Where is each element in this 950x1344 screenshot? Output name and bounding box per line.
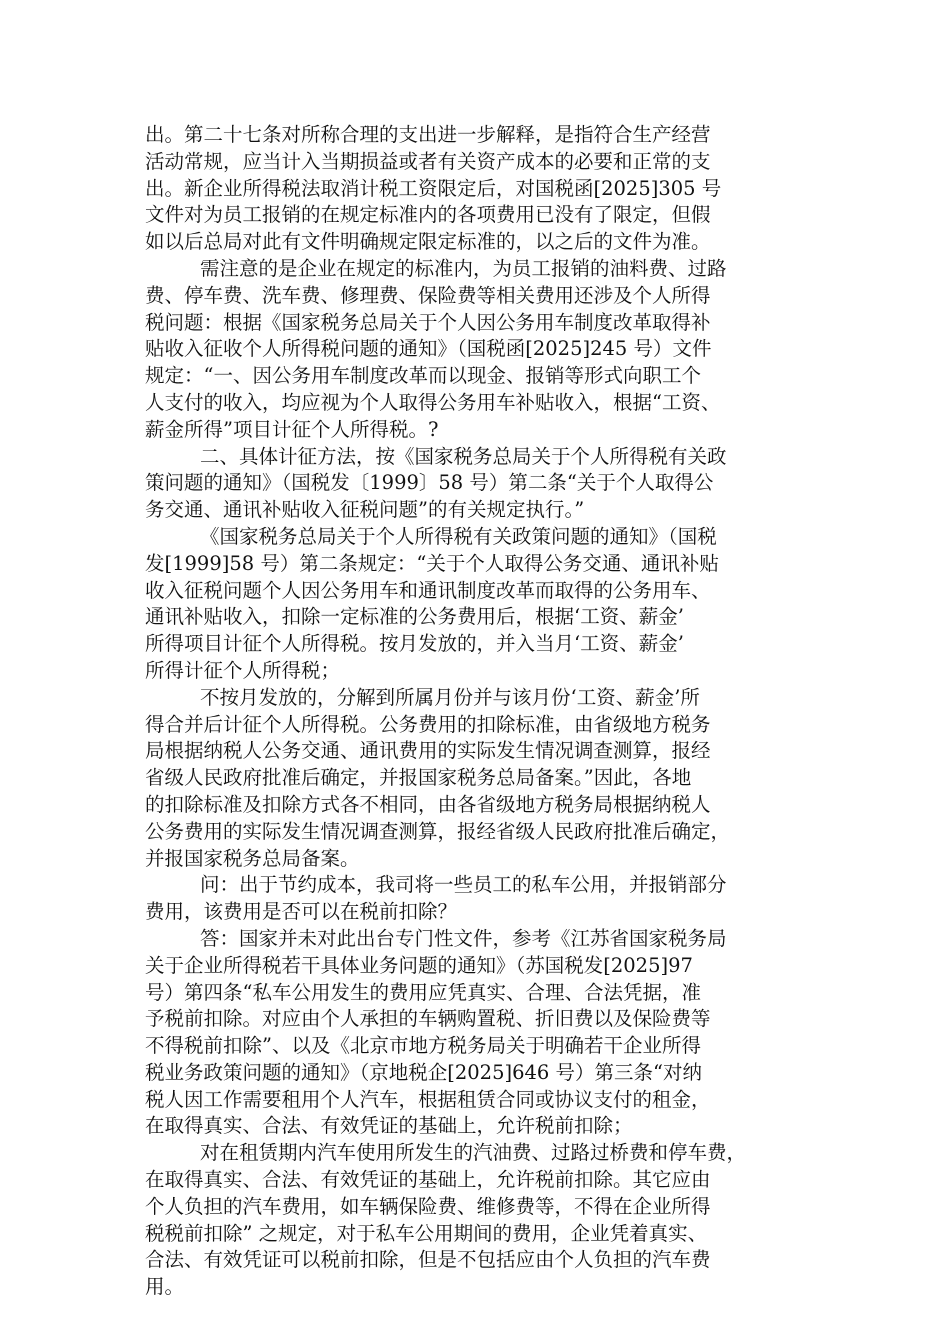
text-line: 出。新企业所得税法取消计税工资限定后，对国税函[2025]305 号 xyxy=(145,176,722,200)
text-line: 税税前扣除” 之规定，对于私车公用期间的费用，企业凭着真实、 xyxy=(145,1221,708,1245)
text-line: 费用，该费用是否可以在税前扣除？ xyxy=(145,900,458,924)
text-line: 对在租赁期内汽车使用所发生的汽油费、过路过桥费和停车费， xyxy=(200,1141,747,1165)
text-line: 所得计征个人所得税； xyxy=(145,658,341,682)
text-line: 并报国家税务总局备案。 xyxy=(145,846,360,870)
text-line: 需注意的是企业在规定的标准内，为员工报销的油料费、过路 xyxy=(200,256,727,280)
text-line: 出。第二十七条对所称合理的支出进一步解释，是指符合生产经营 xyxy=(145,123,711,146)
text-line: 贴收入征收个人所得税问题的通知》（国税函[2025]245 号）文件 xyxy=(145,337,712,361)
text-line: 费、停车费、洗车费、修理费、保险费等相关费用还涉及个人所得 xyxy=(145,283,711,307)
text-line: 不按月发放的，分解到所属月份并与该月份‘工资、薪金’所 xyxy=(200,685,700,709)
text-line: 的扣除标准及扣除方式各不相同，由各省级地方税务局根据纳税人 xyxy=(145,792,711,816)
paragraph xyxy=(145,256,825,444)
text-line: 答：国家并未对此出台专门性文件，参考《江苏省国家税务局 xyxy=(200,926,727,950)
text-line: 个人负担的汽车费用，如车辆保险费、维修费等，不得在企业所得 xyxy=(145,1194,711,1218)
text-line: 策问题的通知》（国税发〔1999〕58 号）第二条“关于个人取得公 xyxy=(145,471,714,495)
text-line: 薪金所得”项目计征个人所得税。? xyxy=(145,417,439,441)
paragraph xyxy=(145,926,825,1140)
text-line: 税业务政策问题的通知》（京地税企[2025]646 号）第三条“对纳 xyxy=(145,1060,702,1084)
paragraph xyxy=(145,872,825,926)
text-line: 问：出于节约成本，我司将一些员工的私车公用，并报销部分 xyxy=(200,873,727,897)
text-line: 关于企业所得税若干具体业务问题的通知》（苏国税发[2025]97 xyxy=(145,953,693,977)
paragraph xyxy=(145,444,825,524)
text-line: 活动常规，应当计入当期损益或者有关资产成本的必要和正常的支 xyxy=(145,149,711,173)
document-body xyxy=(145,122,825,1301)
text-line: 所得项目计征个人所得税。按月发放的，并入当月‘工资、薪金’ xyxy=(145,632,684,656)
text-line: 号）第四条“私车公用发生的费用应凭真实、合理、合法凭据，准 xyxy=(145,980,701,1004)
text-line: 收入征税问题个人因公务用车和通讯制度改革而取得的公务用车、 xyxy=(145,578,711,602)
text-line: 局根据纳税人公务交通、通讯费用的实际发生情况调查测算，报经 xyxy=(145,739,711,763)
text-line: 公务费用的实际发生情况调查测算，报经省级人民政府批准后确定， xyxy=(145,819,731,843)
text-line: 通讯补贴收入，扣除一定标准的公务费用后，根据‘工资、薪金’ xyxy=(145,605,684,629)
text-line: 在取得真实、合法、有效凭证的基础上，允许税前扣除； xyxy=(145,1114,633,1138)
text-line: 省级人民政府批准后确定，并报国家税务总局备案。”因此，各地 xyxy=(145,766,692,790)
paragraph xyxy=(145,1140,825,1301)
text-line: 税人因工作需要租用个人汽车，根据租赁合同或协议支付的租金， xyxy=(145,1087,711,1111)
text-line: 《国家税务总局关于个人所得税有关政策问题的通知》（国税 xyxy=(200,524,717,548)
text-line: 予税前扣除。对应由个人承担的车辆购置税、折旧费以及保险费等 xyxy=(145,1007,711,1031)
text-line: 用。 xyxy=(145,1275,185,1299)
text-line: 人支付的收入，均应视为个人取得公务用车补贴收入，根据“工资、 xyxy=(145,390,721,414)
text-line: 合法、有效凭证可以税前扣除，但是不包括应由个人负担的汽车费 xyxy=(145,1248,711,1272)
paragraph xyxy=(145,524,825,685)
text-line: 得合并后计征个人所得税。公务费用的扣除标准，由省级地方税务 xyxy=(145,712,711,736)
paragraph xyxy=(145,685,825,873)
text-line: 税问题：根据《国家税务总局关于个人因公务用车制度改革取得补 xyxy=(145,310,711,334)
text-line: 规定：“一、因公务用车制度改革而以现金、报销等形式向职工个 xyxy=(145,364,701,388)
text-line: 务交通、通讯补贴收入征税问题”的有关规定执行。” xyxy=(145,498,585,522)
text-line: 发[1999]58 号）第二条规定：“关于个人取得公务交通、通讯补贴 xyxy=(145,551,719,575)
text-line: 在取得真实、合法、有效凭证的基础上，允许税前扣除。其它应由 xyxy=(145,1168,711,1192)
text-line: 文件对为员工报销的在规定标准内的各项费用已没有了限定，但假 xyxy=(145,203,711,227)
text-line: 不得税前扣除”、以及《北京市地方税务局关于明确若干企业所得 xyxy=(145,1034,701,1058)
text-line: 二、具体计征方法，按《国家税务总局关于个人所得税有关政 xyxy=(200,444,727,468)
paragraph xyxy=(145,122,825,256)
text-line: 如以后总局对此有文件明确规定限定标准的，以之后的文件为准。 xyxy=(145,230,711,254)
